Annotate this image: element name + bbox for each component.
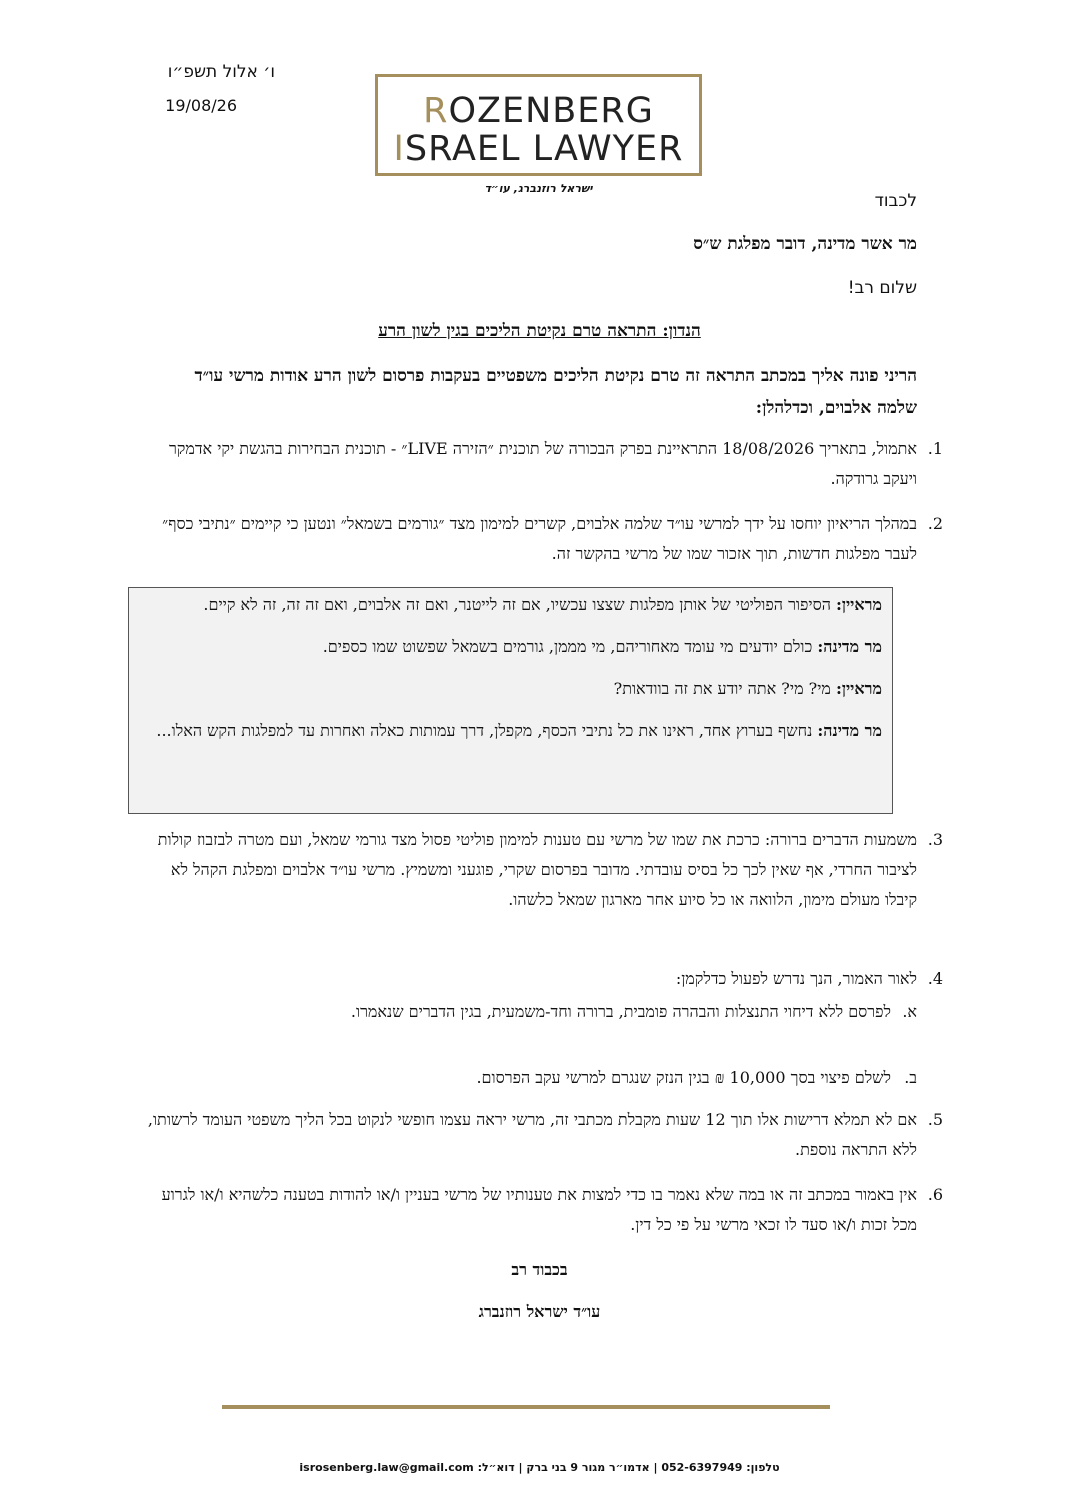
firm-logo	[375, 74, 702, 176]
closing: בכבוד רב	[511, 1260, 568, 1279]
quote-speaker: מראיין:	[836, 679, 882, 698]
numeric-date: 19/08/26	[165, 96, 237, 115]
quote-text: כולם יודעים מי עומד מאחוריהם, מי מממן, גורמים בשמאל שפשוט שמו כספים.	[322, 637, 818, 656]
greeting: לכבוד	[874, 191, 917, 211]
item-text: לאור האמור, הנך נדרש לפעול כדלקמן:	[675, 969, 917, 988]
demand-letter: ב.	[904, 1068, 917, 1087]
footer-divider	[222, 1405, 830, 1409]
quote-text: הסיפור הפוליטי של אותן מפלגות שצצו עכשיו, אם זה לייטנר, ואם זה אלבוים, ואם זה זה, זה לא קיים.	[203, 595, 836, 614]
signature: עו״ד ישראל רוזנברג	[478, 1302, 601, 1321]
logo-subtitle: ישראל רוזנברג, עו״ד	[484, 182, 593, 195]
demand-letter: א.	[902, 1002, 917, 1021]
item-number: 5.	[927, 1110, 943, 1129]
demand-text: לשלם פיצוי בסך 10,000 ₪ בגין הנזק שנגרם למרשי עקב הפרסום.	[476, 1068, 891, 1087]
list-item-1	[138, 434, 943, 494]
demand-text: לפרסם ללא דיחוי התנצלות והבהרה פומבית, ברורה וחד-משמעית, בגין הדברים שנאמרו.	[350, 1002, 891, 1021]
quote-line	[139, 632, 882, 662]
demand-item-a	[138, 997, 917, 1027]
list-item-3	[138, 825, 943, 915]
quote-speaker: מראיין:	[836, 595, 882, 614]
quote-speaker: מר מדינה:	[817, 721, 882, 740]
list-item-2	[138, 509, 943, 569]
list-item-4	[138, 964, 943, 994]
item-text: אין באמור במכתב זה או במה שלא נאמר בו כדי למצות את טענותיו של מרשי בעניין ו/או להודות בטענה כלשהיא ו/או לגרוע מכל זכות ו/או סעד לו זכאי מרשי על פי כל דין.	[161, 1185, 917, 1234]
list-item-6	[138, 1180, 943, 1240]
list-item-5	[138, 1105, 943, 1165]
logo-initial-i: I	[393, 129, 405, 169]
quote-line	[139, 674, 882, 704]
intro-paragraph: הריני פונה אליך במכתב התראה זה טרם נקיטת הליכים משפטיים בעקבות פרסום לשון הרע אודות מרשי עו״ד שלמה אלבוים, וכדלהלן:	[194, 366, 917, 418]
item-number: 3.	[927, 830, 943, 849]
logo-text-2: SRAEL LAWYER	[404, 129, 684, 169]
item-number: 4.	[927, 969, 943, 988]
interview-quote-box	[128, 587, 893, 814]
quote-text: נחשף בערוץ אחד, ראינו את כל נתיבי הכסף, מקפלן, דרך עמותות כאלה ואחרות עד למפלגות הקש האלו...	[156, 721, 818, 740]
quote-line	[139, 590, 882, 620]
footer-contact: טלפון: 052-6397949 | אדמו״ר מגור 9 בני ברק | דוא״ל: isrosenberg.law@gmail.com	[299, 1461, 780, 1474]
subject-line: הנדון: התראה טרם נקיטת הליכים בגין לשון הרע	[378, 321, 701, 341]
logo-line-1	[378, 91, 699, 131]
addressee: מר אשר מדינה, דובר מפלגת ש״ס	[693, 234, 917, 254]
salutation: שלום רב!	[847, 278, 917, 298]
hebrew-date: ו׳ אלול תשפ״ו	[167, 62, 275, 82]
logo-text-1: OZENBERG	[448, 91, 654, 131]
quote-line	[139, 716, 882, 746]
item-text: אם לא תמלא דרישות אלו תוך 12 שעות מקבלת מכתבי זה, מרשי יראה עצמו חופשי לנקוט בכל הליך משפטי העומד לרשותו, ללא התראה נוספת.	[147, 1110, 917, 1159]
item-number: 1.	[927, 439, 943, 458]
item-text: משמעות הדברים ברורה: כרכת את שמו של מרשי עם טענות למימון פוליטי פסול מצד גורמי שמאל, ועם מטרה לבזבוז קולות לציבור החרדי, אף שאין לכך כל בסיס עובדתי. מדובר בפרסום שקרי, פוגעני ומשמיץ. מרשי עו״ד אלבוים ומפלגת הקהל לא קיבלו מעולם מימון, הלוואה או כל סיוע אחר מארגון שמאל כלשהו.	[157, 830, 917, 909]
logo-line-2	[378, 129, 699, 169]
quote-text: מי? מי? אתה יודע את זה בוודאות?	[613, 679, 836, 698]
logo-initial-r: R	[423, 91, 449, 131]
item-number: 6.	[927, 1185, 943, 1204]
quote-speaker: מר מדינה:	[817, 637, 882, 656]
item-text: במהלך הריאיון יוחסו על ידך למרשי עו״ד שלמה אלבוים, קשרים למימון מצד ״גורמים בשמאל״ ונטען כי קיימים ״נתיבי כסף״ לעבר מפלגות חדשות, תוך אזכור שמו של מרשי בהקשר זה.	[162, 514, 917, 563]
item-number: 2.	[927, 514, 943, 533]
demand-item-b	[138, 1063, 917, 1093]
item-text: אתמול, בתאריך 18/08/2026 התראיינת בפרק הבכורה של תוכנית ״הזירה LIVE״ - תוכנית הבחירות בהגשת יקי אדמקר ויעקב גרודקה.	[168, 439, 917, 488]
